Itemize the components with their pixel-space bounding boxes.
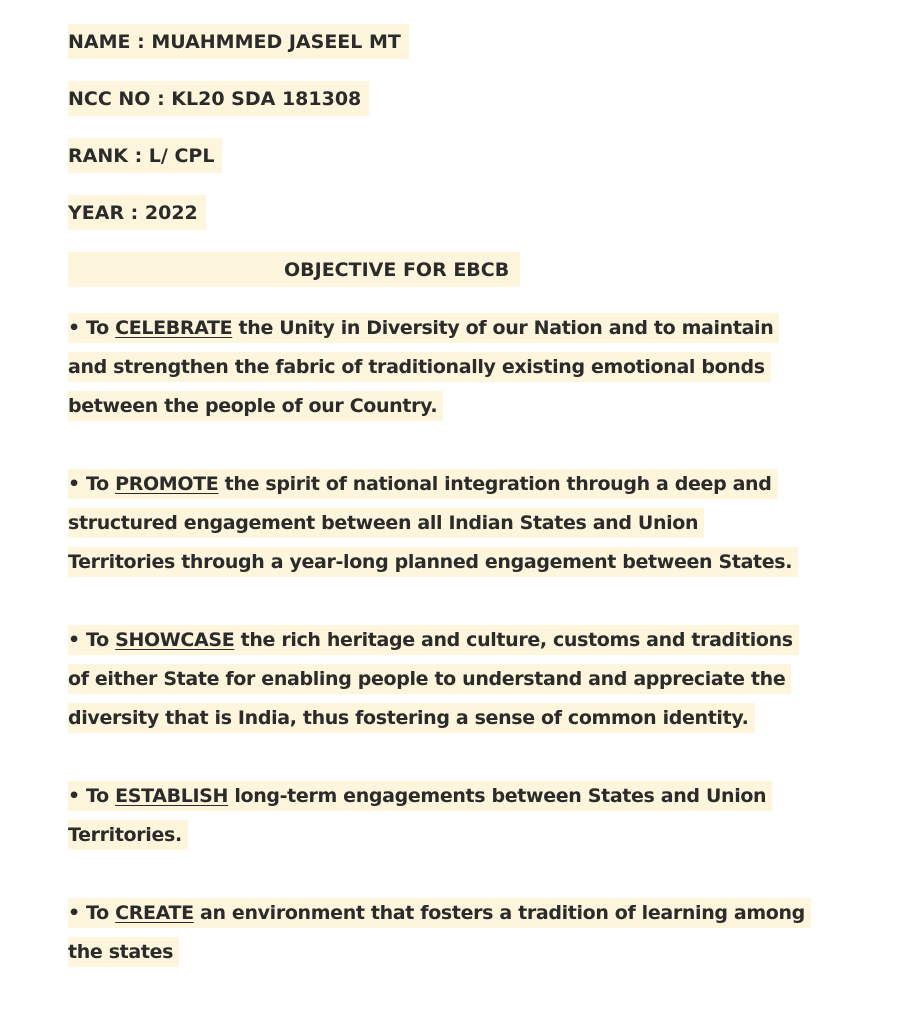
year-text: YEAR : 2022 (68, 195, 206, 230)
bullet-prefix: • To (68, 317, 116, 339)
line-highlight (68, 781, 772, 811)
line-text: of either State for enabling people to understand and appreciate the (68, 664, 791, 694)
bullet-prefix: • To (68, 629, 116, 651)
line-highlight (68, 313, 779, 343)
keyword: CREATE (115, 902, 194, 924)
objective-item-showcase (68, 621, 868, 738)
line (68, 387, 868, 426)
line (68, 699, 868, 738)
line-text: and strengthen the fabric of traditionally existing emotional bonds (68, 352, 771, 382)
name-field (68, 24, 868, 59)
objective-item-promote (68, 465, 868, 582)
keyword: PROMOTE (115, 473, 219, 495)
bullet-prefix: • To (68, 785, 116, 807)
line (68, 504, 868, 543)
heading-text: OBJECTIVE FOR EBCB (284, 259, 510, 281)
name-text: NAME : MUAHMMED JASEEL MT (68, 24, 409, 59)
line (68, 543, 868, 582)
keyword: CELEBRATE (115, 317, 233, 339)
line-text: long-term engagements between States and Union (228, 785, 767, 807)
line-text: Territories through a year-long planned engagement between States. (68, 547, 798, 577)
line-text: the Unity in Diversity of our Nation and to maintain (232, 317, 774, 339)
line-text: the spirit of national integration through a deep and (218, 473, 772, 495)
line-text: between the people of our Country. (68, 391, 443, 421)
ncc-no-field (68, 81, 868, 116)
line-text: the rich heritage and culture, customs and traditions (234, 629, 793, 651)
year-field (68, 195, 868, 230)
document-page (68, 24, 868, 1011)
line (68, 309, 868, 348)
line (68, 660, 868, 699)
line (68, 894, 868, 933)
keyword: SHOWCASE (115, 629, 235, 651)
objective-item-establish (68, 777, 868, 855)
line-text: an environment that fosters a tradition of learning among (193, 902, 805, 924)
line-text: the states (68, 937, 179, 967)
line (68, 348, 868, 387)
line-highlight (68, 898, 811, 928)
line (68, 933, 868, 972)
bullet-prefix: • To (68, 902, 116, 924)
bullet-prefix: • To (68, 473, 116, 495)
line (68, 777, 868, 816)
line-highlight (68, 469, 778, 499)
rank-text: RANK : L/ CPL (68, 138, 222, 173)
objective-item-create (68, 894, 868, 972)
ncc-no-text: NCC NO : KL20 SDA 181308 (68, 81, 369, 116)
keyword: ESTABLISH (115, 785, 229, 807)
line-text: Territories. (68, 820, 188, 850)
line (68, 465, 868, 504)
objective-item-celebrate (68, 309, 868, 426)
section-heading (68, 252, 520, 287)
line (68, 621, 868, 660)
line-text: structured engagement between all Indian States and Union (68, 508, 704, 538)
rank-field (68, 138, 868, 173)
line-text: diversity that is India, thus fostering a sense of common identity. (68, 703, 755, 733)
line-highlight (68, 625, 799, 655)
line (68, 816, 868, 855)
